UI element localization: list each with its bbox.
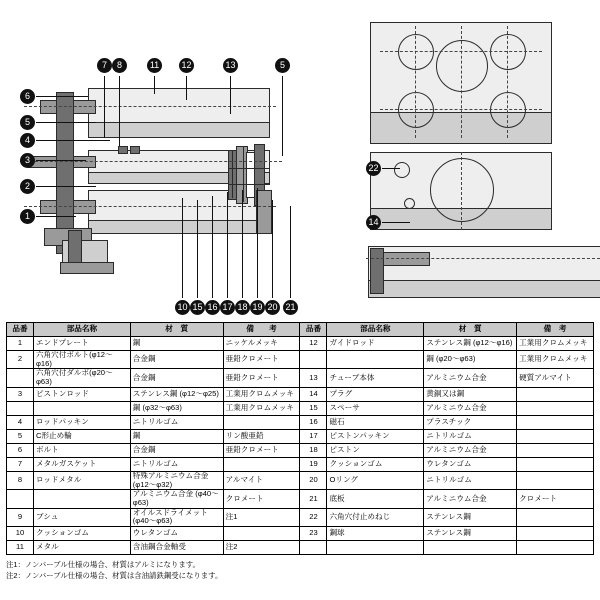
table-cell xyxy=(223,457,300,471)
table-cell: 22 xyxy=(300,508,327,526)
table-row xyxy=(7,541,594,555)
callout-14: 14 xyxy=(366,215,381,230)
table-cell xyxy=(7,490,34,508)
table-cell: 鋼球 xyxy=(327,527,424,541)
th-no-left: 品番 xyxy=(7,323,34,337)
table-cell: ステンレス鋼 (φ12～φ25) xyxy=(130,387,223,401)
side-view-endplate xyxy=(370,248,384,294)
table-cell: Oリング xyxy=(327,471,424,489)
th-name-right: 部品名称 xyxy=(327,323,424,337)
callout-8: 8 xyxy=(112,58,127,73)
hex-socket-bolt xyxy=(118,146,128,154)
table-cell: ピストンロッド xyxy=(33,387,130,401)
table-cell: 12 xyxy=(300,337,327,351)
table-cell: 亜鉛クロメート xyxy=(223,351,300,369)
th-mat-right: 材 質 xyxy=(424,323,517,337)
callout-19: 19 xyxy=(250,300,265,315)
footnote-1: 注1：ノンバーブル仕様の場合、材質はアルミになります。 xyxy=(6,560,200,569)
port-bore xyxy=(430,158,494,222)
table-cell: クロメート xyxy=(517,490,594,508)
table-cell: プラスチック xyxy=(424,415,517,429)
table-row xyxy=(7,490,594,508)
table-cell: 鋼 xyxy=(130,337,223,351)
table-cell: 2 xyxy=(7,351,34,369)
table-header-row xyxy=(7,323,594,337)
cylinder-top-tube-shade xyxy=(88,122,270,138)
table-cell: エンドプレート xyxy=(33,337,130,351)
table-cell xyxy=(517,508,594,526)
callout-1: 1 xyxy=(20,209,35,224)
table-cell xyxy=(517,429,594,443)
table-cell: 10 xyxy=(7,527,34,541)
callout-16: 16 xyxy=(205,300,220,315)
table-cell: ピストン xyxy=(327,443,424,457)
table-cell: 鋼 xyxy=(130,429,223,443)
table-cell: アルミニウム合金 xyxy=(424,369,517,387)
table-cell: ステンレス鋼 xyxy=(424,527,517,541)
table-row xyxy=(7,337,594,351)
table-cell: 20 xyxy=(300,471,327,489)
table-cell xyxy=(7,369,34,387)
side-view-rod xyxy=(382,252,430,266)
base-plate-bottom xyxy=(60,262,114,274)
table-cell: 硬質アルマイト xyxy=(517,369,594,387)
callout-12: 12 xyxy=(179,58,194,73)
footnotes xyxy=(6,560,222,581)
table-row xyxy=(7,527,594,541)
th-mat-left: 材 質 xyxy=(130,323,223,337)
table-cell: 合金鋼 xyxy=(130,351,223,369)
th-note-left: 備 考 xyxy=(223,323,300,337)
callout-11: 11 xyxy=(147,58,162,73)
table-cell: ウレタンゴム xyxy=(130,527,223,541)
table-row xyxy=(7,387,594,401)
callout-4: 4 xyxy=(20,133,35,148)
hex-socket-bolt-2 xyxy=(130,146,140,154)
table-cell: 鋼 (φ20～φ63) xyxy=(424,351,517,369)
table-cell xyxy=(517,527,594,541)
table-cell xyxy=(517,541,594,555)
table-cell: 六角穴付ダルボ(φ20～φ63) xyxy=(33,369,130,387)
table-cell: アルミニウム合金 (φ40～φ63) xyxy=(130,490,223,508)
table-cell: 5 xyxy=(7,429,34,443)
table-cell: ステンレス鋼 xyxy=(424,508,517,526)
callout-10: 10 xyxy=(175,300,190,315)
table-cell: 23 xyxy=(300,527,327,541)
table-cell: 21 xyxy=(300,490,327,508)
callout-22: 22 xyxy=(366,161,381,176)
table-cell: 7 xyxy=(7,457,34,471)
table-cell: 底板 xyxy=(327,490,424,508)
table-cell: メタル xyxy=(33,541,130,555)
table-cell: メタルガスケット xyxy=(33,457,130,471)
table-row xyxy=(7,415,594,429)
table-cell: 18 xyxy=(300,443,327,457)
th-name-left: 部品名称 xyxy=(33,323,130,337)
table-cell: 磁石 xyxy=(327,415,424,429)
table-cell xyxy=(517,443,594,457)
table-cell: 工業用クロムメッキ xyxy=(517,337,594,351)
callout-15: 15 xyxy=(190,300,205,315)
table-cell: 11 xyxy=(7,541,34,555)
callout-13: 13 xyxy=(223,58,238,73)
table-cell: 1 xyxy=(7,337,34,351)
table-cell: ロッドパッキン xyxy=(33,415,130,429)
table-cell xyxy=(424,541,517,555)
set-screw-hole xyxy=(394,162,410,178)
table-cell: 17 xyxy=(300,429,327,443)
table-cell: ステンレス鋼 (φ12～φ16) xyxy=(424,337,517,351)
table-cell xyxy=(327,351,424,369)
table-cell: 六角穴付止めねじ xyxy=(327,508,424,526)
callout-5-top: 5 xyxy=(275,58,290,73)
table-row xyxy=(7,351,594,369)
guide-rod-bore-upper-right xyxy=(490,34,526,70)
table-cell: アルミニウム合金 xyxy=(424,443,517,457)
table-cell: クロメート xyxy=(223,490,300,508)
table-cell: ロッドメタル xyxy=(33,471,130,489)
table-cell: クッションゴム xyxy=(33,527,130,541)
table-row xyxy=(7,429,594,443)
table-cell: 8 xyxy=(7,471,34,489)
table-cell: ニッケルメッキ xyxy=(223,337,300,351)
table-cell xyxy=(7,401,34,415)
guide-rod-bore-lower-left xyxy=(398,92,434,128)
callout-18: 18 xyxy=(235,300,250,315)
table-cell: 14 xyxy=(300,387,327,401)
bottom-plate xyxy=(256,190,272,234)
table-cell: ニトリルゴム xyxy=(424,471,517,489)
table-cell: C形止め輪 xyxy=(33,429,130,443)
table-cell xyxy=(33,401,130,415)
table-cell: クッションゴム xyxy=(327,457,424,471)
table-cell: プラグ xyxy=(327,387,424,401)
table-cell: アルマイト xyxy=(223,471,300,489)
callout-20: 20 xyxy=(265,300,280,315)
th-note-right: 備 考 xyxy=(517,323,594,337)
table-cell: 15 xyxy=(300,401,327,415)
callout-5-left: 5 xyxy=(20,115,35,130)
table-cell: オイルスドライメット (φ40～φ63) xyxy=(130,508,223,526)
table-cell: アルミニウム合金 xyxy=(424,490,517,508)
table-cell: ピストンパッキン xyxy=(327,429,424,443)
table-cell xyxy=(223,415,300,429)
table-cell xyxy=(33,490,130,508)
plug-hole xyxy=(404,198,415,209)
table-cell: ニトリルゴム xyxy=(130,457,223,471)
table-cell: 4 xyxy=(7,415,34,429)
table-cell: ブシュ xyxy=(33,508,130,526)
th-no-right: 品番 xyxy=(300,323,327,337)
callout-17: 17 xyxy=(220,300,235,315)
callout-3: 3 xyxy=(20,153,35,168)
table-cell: リン酸亜鉛 xyxy=(223,429,300,443)
table-cell: アルミニウム合金 xyxy=(424,401,517,415)
table-cell: 注1 xyxy=(223,508,300,526)
table-cell: 3 xyxy=(7,387,34,401)
table-cell: 工業用クロムメッキ xyxy=(223,401,300,415)
table-cell: 合金鋼 xyxy=(130,369,223,387)
table-cell: ウレタンゴム xyxy=(424,457,517,471)
table-cell: 亜鉛クロメート xyxy=(223,443,300,457)
table-cell: 工業用クロムメッキ xyxy=(517,351,594,369)
table-cell: ニトリルゴム xyxy=(424,429,517,443)
table-cell: 黄銅又は鋼 xyxy=(424,387,517,401)
table-cell: 亜鉛クロメート xyxy=(223,369,300,387)
table-cell xyxy=(300,351,327,369)
callout-6: 6 xyxy=(20,89,35,104)
table-cell: 工業用クロムメッキ xyxy=(223,387,300,401)
side-view-body-shade xyxy=(368,280,600,298)
table-cell: 合金鋼 xyxy=(130,443,223,457)
table-cell: 含油鋼合金軸受 xyxy=(130,541,223,555)
table-cell: 13 xyxy=(300,369,327,387)
table-cell xyxy=(517,415,594,429)
table-cell xyxy=(327,541,424,555)
table-cell xyxy=(300,541,327,555)
table-cell xyxy=(517,401,594,415)
table-cell: 16 xyxy=(300,415,327,429)
table-row xyxy=(7,443,594,457)
table-row xyxy=(7,471,594,489)
table-cell: 19 xyxy=(300,457,327,471)
piston-bore xyxy=(436,40,488,92)
table-cell: チューブ本体 xyxy=(327,369,424,387)
table-cell: 六角穴付ボルト(φ12～φ16) xyxy=(33,351,130,369)
table-cell xyxy=(517,471,594,489)
parts-table xyxy=(6,322,594,555)
table-row xyxy=(7,457,594,471)
table-cell: 9 xyxy=(7,508,34,526)
callout-7: 7 xyxy=(97,58,112,73)
table-cell: ニトリルゴム xyxy=(130,415,223,429)
bolt-shank xyxy=(68,230,82,266)
table-cell: 6 xyxy=(7,443,34,457)
guide-rod-bore-lower-right xyxy=(490,92,526,128)
table-cell: ボルト xyxy=(33,443,130,457)
table-row xyxy=(7,508,594,526)
table-cell: 特殊アルミニウム合金 (φ12～φ32) xyxy=(130,471,223,489)
table-body xyxy=(7,337,594,555)
table-cell: ガイドロッド xyxy=(327,337,424,351)
table-cell xyxy=(517,387,594,401)
callout-2: 2 xyxy=(20,179,35,194)
table-cell: 鋼 (φ32～φ63) xyxy=(130,401,223,415)
table-cell xyxy=(223,527,300,541)
table-cell: スペーサ xyxy=(327,401,424,415)
table-row xyxy=(7,401,594,415)
footnote-2: 注2：ノンバーブル仕様の場合、材質は含油請鉄鋼受になります。 xyxy=(6,570,223,580)
table-row xyxy=(7,369,594,387)
guide-rod-bore-upper-left xyxy=(398,34,434,70)
table-cell xyxy=(517,457,594,471)
table-cell: 注2 xyxy=(223,541,300,555)
callout-21: 21 xyxy=(283,300,298,315)
